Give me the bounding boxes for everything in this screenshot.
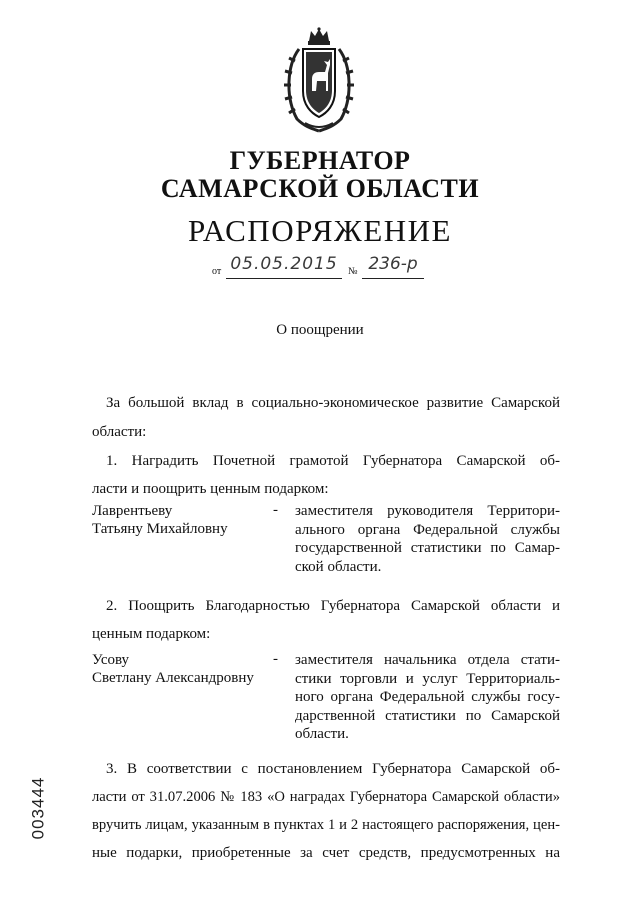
awardee-1-position (295, 502, 560, 576)
awardee-2-position-line: заместителя начальника отдела стати- (295, 652, 560, 668)
awardee-2-position-line: области. (295, 726, 349, 742)
issuer-title-line2: САМАРСКОЙ ОБЛАСТИ (160, 174, 480, 203)
document-number: 236-р (362, 254, 424, 279)
item3-line-2: ласти от 31.07.2006 № 183 «О наградах Губернатора Самарской области» (92, 789, 560, 805)
intro-line-2: области: (92, 424, 147, 440)
date-prefix: от (212, 266, 222, 277)
awardee-1-position-line: государственной статистики по Самар- (295, 540, 560, 556)
awardee-1-surname: Лаврентьеву (92, 503, 173, 519)
item3-line-4: ные подарки, приобретенные за счет средств, предусмотренных на (92, 845, 560, 861)
date-number-line (212, 254, 452, 284)
registration-stamp-number: 003444 (28, 776, 48, 840)
awardee-1-given-names: Татьяну Михайловну (92, 521, 228, 537)
awardee-2-dash: - (273, 651, 278, 667)
awardee-2-position (295, 651, 560, 744)
coat-of-arms-icon (281, 27, 357, 135)
item3-line-1: 3. В соответствии с постановлением Губернатора Самарской об- (106, 761, 560, 777)
intro-line-1: За большой вклад в социально-экономическое развитие Самарской (106, 395, 560, 411)
issuer-title-line1: ГУБЕРНАТОР (229, 146, 411, 175)
item2-line-1: 2. Поощрить Благодарностью Губернатора Самарской области и (106, 598, 560, 614)
awardee-2-position-line: ного органа Федеральной службы госу- (295, 689, 560, 705)
awardee-2-position-line: стики торговли и услуг Территориаль- (295, 670, 560, 687)
awardee-2-position-line: дарственной статистики по Самарской (295, 707, 560, 724)
awardee-2-name (92, 651, 254, 687)
item1-line-2: ласти и поощрить ценным подарком: (92, 481, 329, 497)
item2-line-2: ценным подарком: (92, 626, 211, 642)
item3-line-3: вручить лицам, указанным в пунктах 1 и 2 настоящего распоряжения, цен- (92, 817, 560, 833)
document-type: РАСПОРЯЖЕНИЕ (188, 213, 452, 248)
awardee-1-position-line: заместителя руководителя Территори- (295, 503, 560, 519)
document-date: 05.05.2015 (226, 254, 342, 279)
awardee-1-position-line: ской области. (295, 558, 382, 575)
item1-line-1: 1. Наградить Почетной грамотой Губернатора Самарской об- (106, 453, 560, 469)
awardee-2-surname: Усову (92, 652, 130, 668)
awardee-1-position-line: ального органа Федеральной службы (295, 521, 560, 538)
awardee-1-dash: - (273, 502, 278, 518)
awardee-1-name (92, 502, 228, 538)
document-subject: О поощрении (276, 322, 364, 338)
registration-stamp (18, 770, 58, 846)
number-sign: № (348, 266, 358, 277)
awardee-2-given-names: Светлану Александровну (92, 670, 254, 686)
